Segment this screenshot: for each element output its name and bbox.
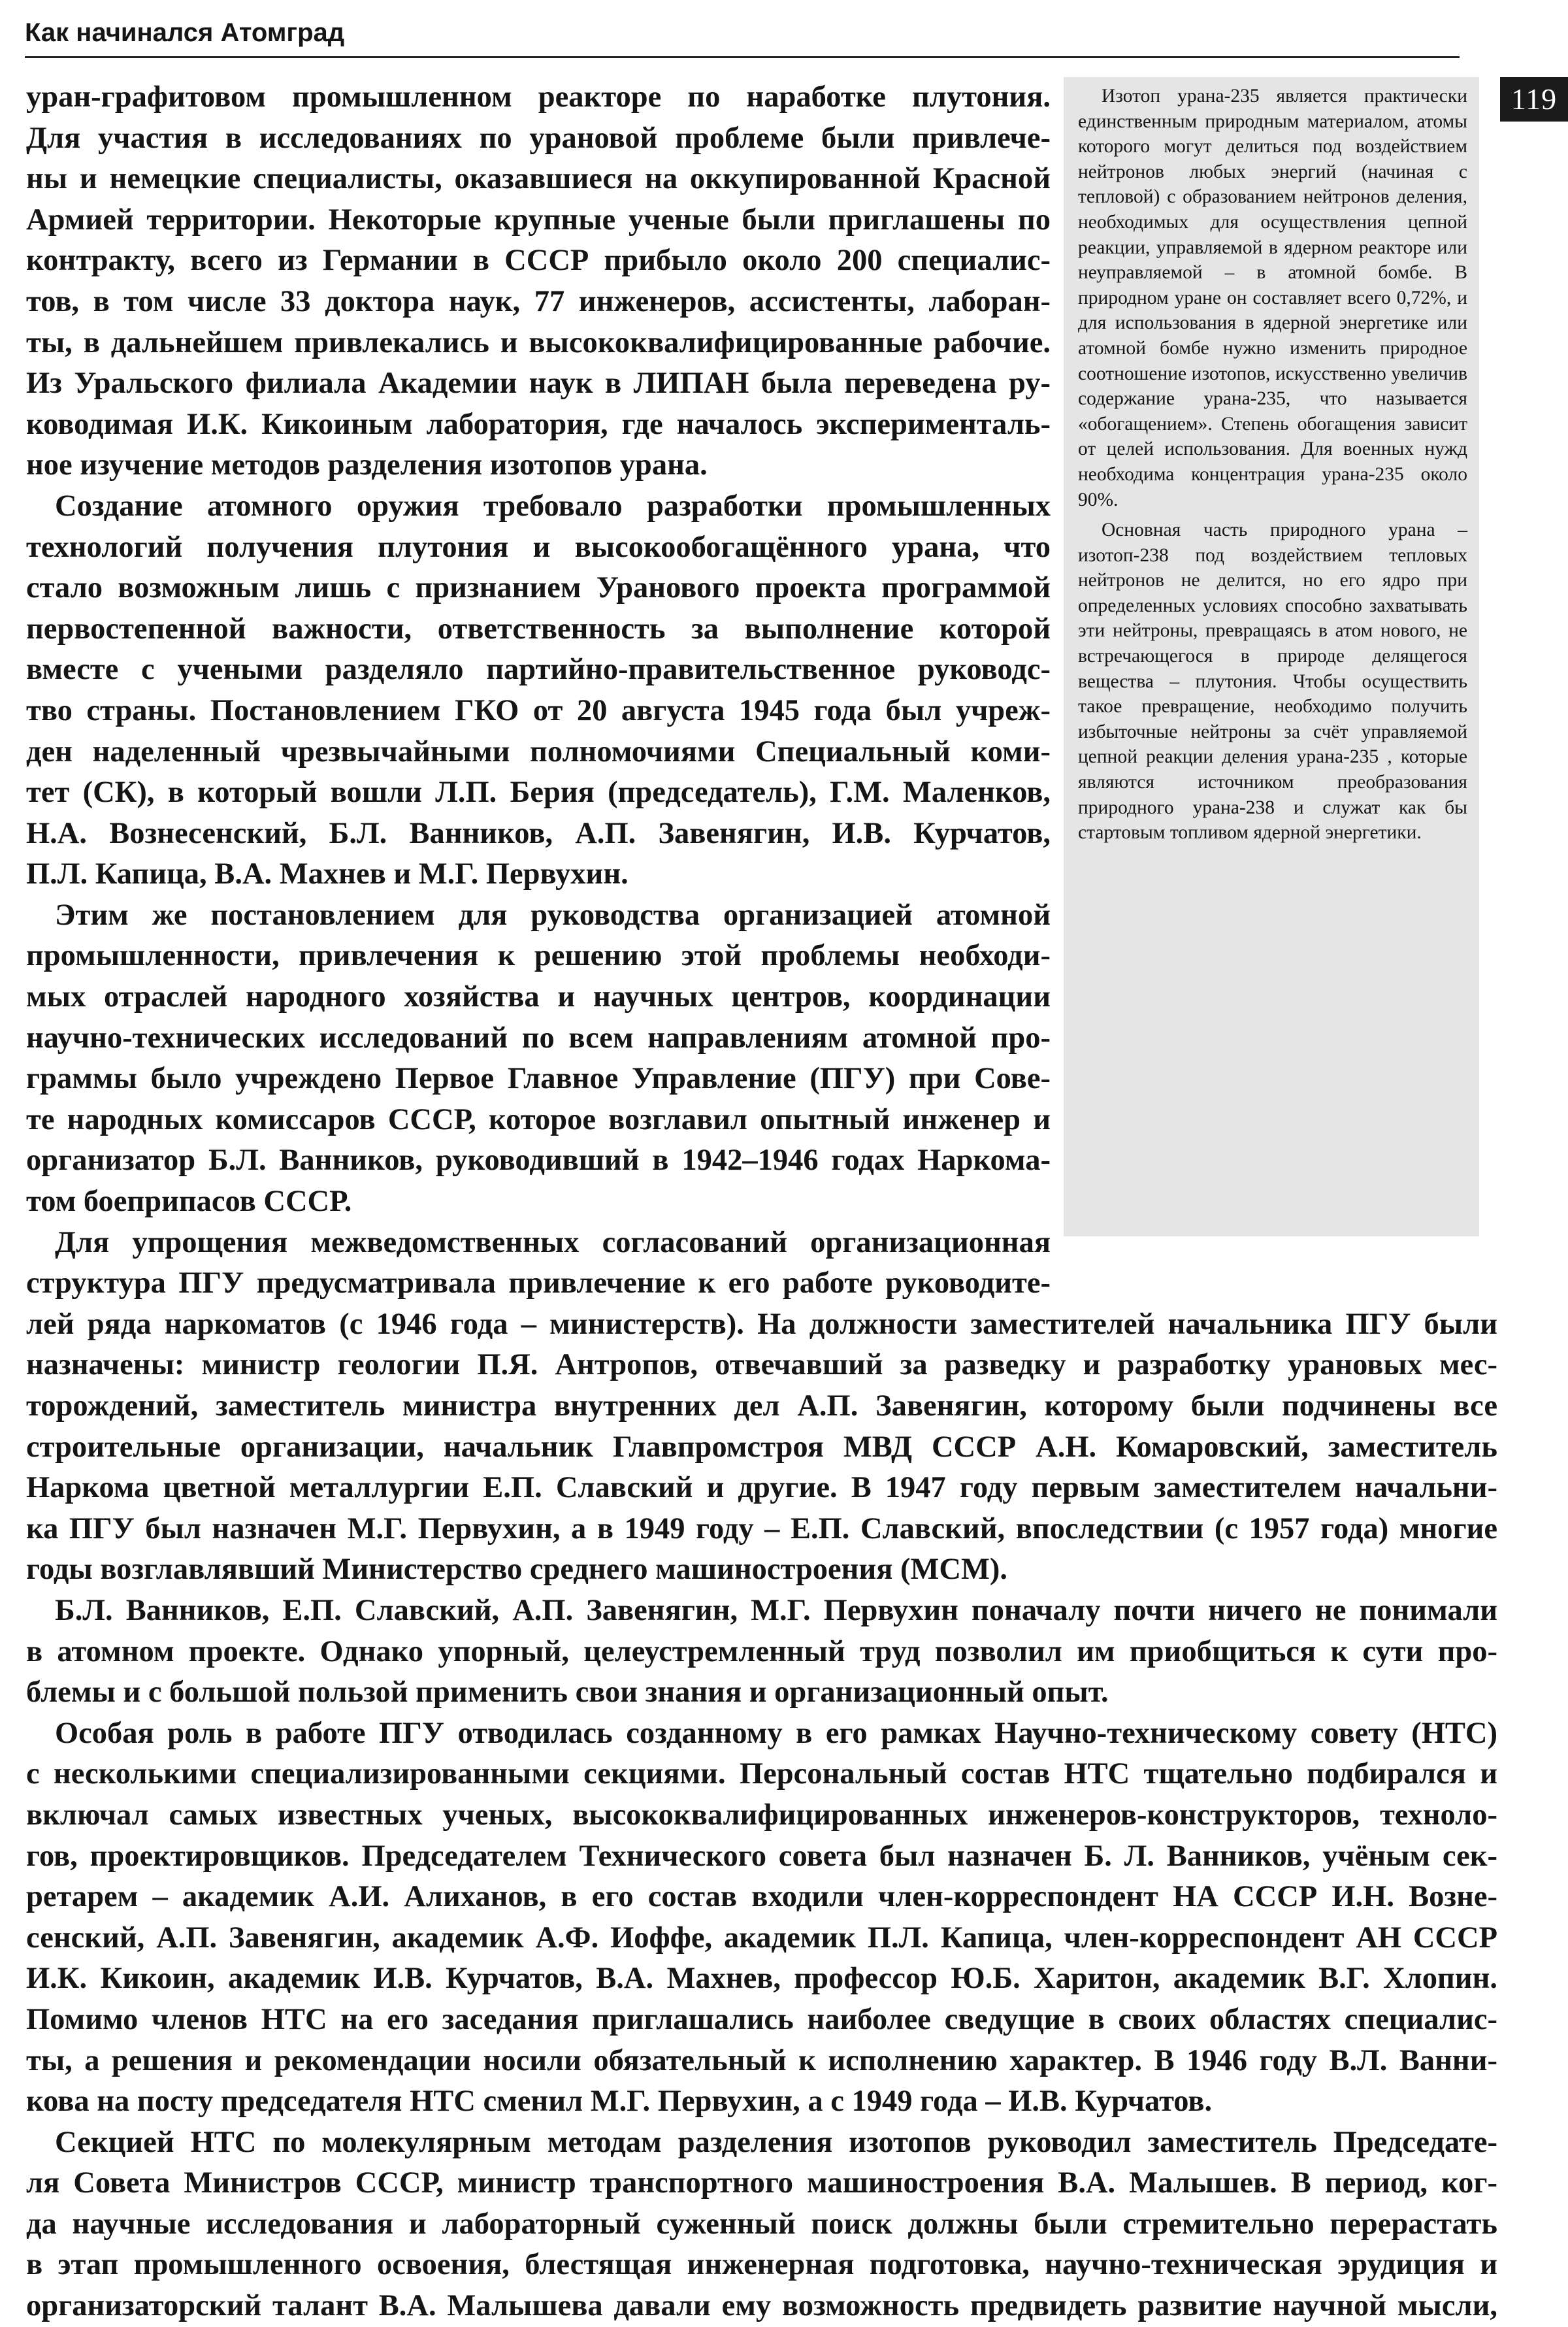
main-text-narrow-column: [26, 77, 1497, 1304]
text-line: Для упрощения межведомственных согласований организационная: [55, 1225, 1051, 1259]
text-line: уран-графитовом промышленном реакторе по наработке плутония.: [26, 80, 1051, 114]
text-line: ты, в дальнейшем привлекались и высококвалифицированные рабочие.: [26, 325, 1051, 359]
text-line: ка ПГУ был назначен М.Г. Первухин, а в 1949 году – Е.П. Славский, впоследствии (с 1957 года) многие: [26, 1511, 1497, 1545]
sidebar-paragraph: Основная часть природного урана – изотоп-238 под воздействием тепловых нейтронов не делится, но его ядро при определенных условиях способно захватывать эти нейтроны, превращаясь в атом нового, не встречающегося в природе делящегося вещества – плутония. Чтобы осуществить такое превращение, необходимо получить избыточные нейтроны за счёт управляемой цепной реакции деления урана-235 , которые являются источником преобразования природного урана-238 и служат как бы стартовым топливом ядерной энергетики.: [1078, 520, 1467, 844]
text-line: ден наделенный чрезвычайными полномочиями Специальный коми-: [26, 734, 1051, 768]
text-line: ля Совета Министров СССР, министр транспортного машиностроения В.А. Малышев. В период, ког-: [26, 2166, 1497, 2200]
text-line: вместе с учеными разделяло партийно-правительственное руководс-: [26, 653, 1051, 687]
text-line: научно-технических исследований по всем направлениям атомной про-: [26, 1021, 1051, 1055]
text-line: включал самых известных ученых, высококвалифицированных инженеров-конструкторов, техноло-: [26, 1798, 1497, 1832]
text-line: тет (СК), в который вошли Л.П. Берия (председатель), Г.М. Маленков,: [26, 776, 1051, 810]
text-line: Секцией НТС по молекулярным методам разделения изотопов руководил заместитель Председате-: [55, 2125, 1497, 2159]
text-line: мых отраслей народного хозяйства и научных центров, координации: [26, 980, 1051, 1014]
sidebar-paragraph: Изотоп урана-235 является практически единственным природным материалом, атомы которого могут делиться под воздействием нейтронов любых энергий (начиная с тепловой) с образованием нейтронов деления, необходимых для осуществления цепной реакции, управляемой в ядерном реакторе или неуправляемой – в атомной бомбе. В природном уране он составляет всего 0,72%, и для использования в ядерной энергетике или атомной бомбе нужно изменить природное соотношение изотопов, искусственно увеличив содержание урана-235, что называется «обогащением». Степень обогащения зависит от целей использования. Для военных нужд необходима концентрация урана-235 около 90%.: [1078, 86, 1467, 510]
text-line: назначены: министр геологии П.Я. Антропов, отвечавший за разведку и разработку урановых мес-: [26, 1348, 1497, 1382]
text-line: стало возможным лишь с признанием Уранового проекта программой: [26, 571, 1051, 605]
text-line: Из Уральского филиала Академии наук в ЛИПАН была переведена ру-: [26, 367, 1051, 401]
text-line: ны и немецкие специалисты, оказавшиеся на оккупированной Красной: [26, 162, 1051, 196]
text-line: годы возглавлявший Министерство среднего машиностроения (МСМ).: [26, 1553, 1007, 1587]
text-line: ретарем – академик А.И. Алиханов, в его состав входили член-корреспондент НА СССР И.Н. Возне-: [26, 1880, 1497, 1914]
text-line: первостепенной важности, ответственность за выполнение которой: [26, 612, 1051, 646]
text-line: кова на посту председателя НТС сменил М.Г. Первухин, а с 1949 года – И.В. Курчатов.: [26, 2085, 1213, 2119]
text-line: строительные организации, начальник Главпромстроя МВД СССР А.Н. Комаровский, заместитель: [26, 1430, 1497, 1464]
text-line: да научные исследования и лабораторный суженный поиск должны были стремительно перерастать: [26, 2207, 1497, 2241]
main-text: [26, 77, 1497, 2327]
text-line: Этим же постановлением для руководства организацией атомной: [55, 898, 1051, 932]
text-line: организаторский талант В.А. Малышева давали ему возможность предвидеть развитие научной мысли,: [26, 2289, 1497, 2323]
text-line: граммы было учреждено Первое Главное Управление (ПГУ) при Сове-: [26, 1062, 1051, 1096]
text-line: И.К. Кикоин, академик И.В. Курчатов, В.А. Махнев, профессор Ю.Б. Харитон, академик В.Г. Хлопин.: [26, 1962, 1497, 1996]
text-line: в атомном проекте. Однако упорный, целеустремленный труд позволил им приобщиться к сути про-: [26, 1634, 1497, 1668]
text-line: сенский, А.П. Завенягин, академик А.Ф. Иоффе, академик П.Л. Капица, член-корреспондент АН СССР: [26, 1921, 1497, 1955]
text-line: том боеприпасов СССР.: [26, 1185, 352, 1219]
text-line: тов, в том числе 33 доктора наук, 77 инженеров, ассистенты, лаборан-: [26, 284, 1051, 318]
text-line: блемы и с большой пользой применить свои знания и организационный опыт.: [26, 1675, 1109, 1709]
text-line: организатор Б.Л. Ванников, руководивший в 1942–1946 годах Наркома-: [26, 1144, 1051, 1178]
text-line: ты, а решения и рекомендации носили обязательный к исполнению характер. В 1946 году В.Л. Ванни-: [26, 2043, 1497, 2077]
text-line: ководимая И.К. Кикоиным лаборатория, где началось эксперименталь-: [26, 407, 1051, 441]
text-line: структура ПГУ предусматривала привлечение к его работе руководите-: [26, 1266, 1051, 1300]
text-line: Особая роль в работе ПГУ отводилась созданному в его рамках Научно-техническому совету (НТС): [55, 1716, 1497, 1750]
text-line: П.Л. Капица, В.А. Махнев и М.Г. Первухин.: [26, 857, 629, 891]
text-line: тво страны. Постановлением ГКО от 20 августа 1945 года был учреж-: [26, 693, 1051, 727]
text-line: гов, проектировщиков. Председателем Технического совета был назначен Б. Л. Ванников, учёным сек-: [26, 1839, 1497, 1873]
text-line: с несколькими специализированными секциями. Персональный состав НТС тщательно подбирался и: [26, 1757, 1497, 1791]
main-text-full-width: [26, 1304, 1497, 2327]
text-line: Армией территории. Некоторые крупные ученые были приглашены по: [26, 203, 1051, 237]
text-line: технологий получения плутония и высокообогащённого урана, что: [26, 530, 1051, 564]
text-line: лей ряда наркоматов (с 1946 года – министерств). На должности заместителей начальника ПГУ были: [26, 1307, 1497, 1341]
text-line: те народных комиссаров СССР, которое возглавил опытный инженер и: [26, 1102, 1051, 1136]
text-line: промышленности, привлечения к решению этой проблемы необходи-: [26, 939, 1051, 973]
page-number: 119: [1500, 77, 1568, 122]
text-line: контракту, всего из Германии в СССР прибыло около 200 специалис-: [26, 244, 1051, 278]
text-line: торождений, заместитель министра внутренних дел А.П. Завенягин, которому были подчинены все: [26, 1389, 1497, 1423]
running-title: Как начинался Атомград: [25, 12, 1460, 58]
text-line: Создание атомного оружия требовало разработки промышленных: [55, 489, 1051, 523]
text-line: ное изучение методов разделения изотопов урана.: [26, 448, 708, 482]
text-line: Помимо членов НТС на его заседания приглашались наиболее сведущие в своих областях специалис-: [26, 2002, 1497, 2036]
text-line: Б.Л. Ванников, Е.П. Славский, А.П. Завенягин, М.Г. Первухин поначалу почти ничего не понимали: [55, 1593, 1497, 1627]
text-line: Наркома цветной металлургии Е.П. Славский и другие. В 1947 году первым заместителем начальни-: [26, 1471, 1497, 1505]
text-line: Н.А. Вознесенский, Б.Л. Ванников, А.П. Завенягин, И.В. Курчатов,: [26, 816, 1051, 850]
text-line: Для участия в исследованиях по урановой проблеме были привлече-: [26, 121, 1051, 155]
text-line: в этап промышленного освоения, блестящая инженерная подготовка, научно-техническая эрудиция и: [26, 2248, 1497, 2282]
